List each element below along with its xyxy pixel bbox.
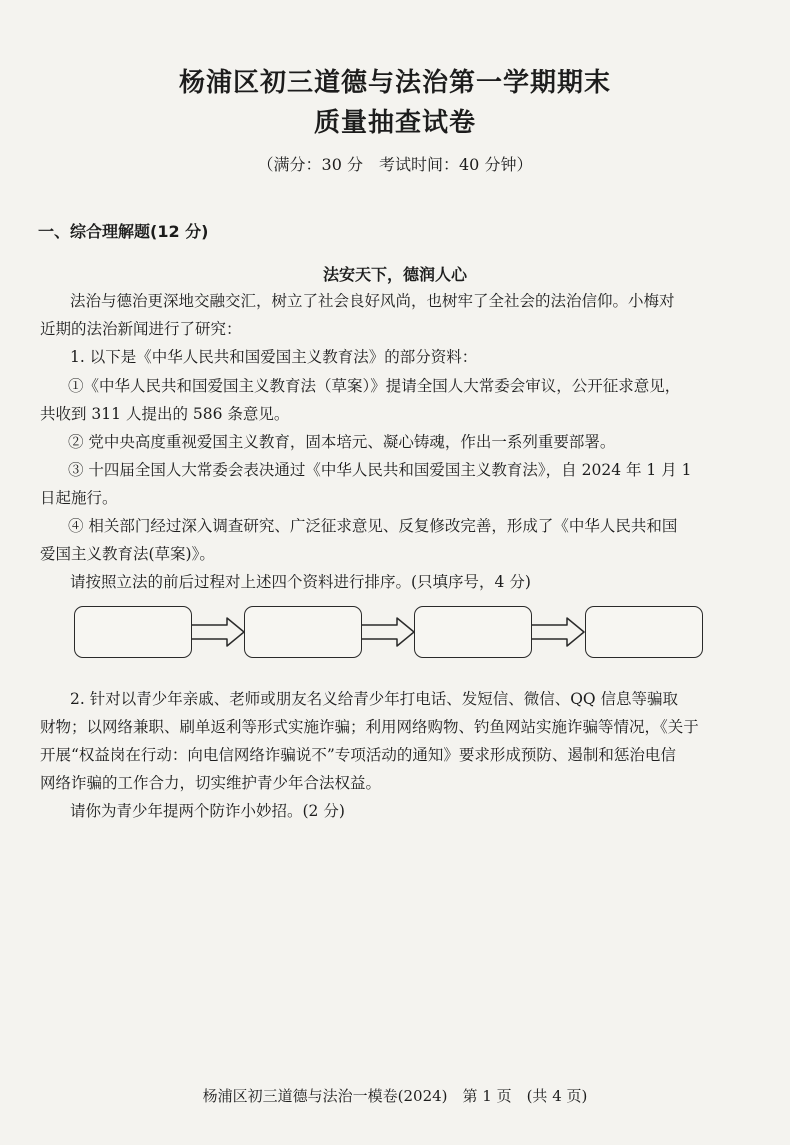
exam-title-line2: 质量抽查试卷 xyxy=(313,108,476,138)
q2-text: 网络诈骗的工作合力，切实维护青少年合法权益。 xyxy=(40,774,382,792)
q1-item-2: ② 党中央高度重视爱国主义教育，固本培元、凝心铸魂，作出一系列重要部署。 xyxy=(68,433,616,451)
q2-text: 2. 针对以青少年亲戚、老师或朋友名义给青少年打电话、发短信、微信、QQ 信息等骗取 xyxy=(70,690,679,708)
intro-line: 近期的法治新闻进行了研究： xyxy=(40,320,242,338)
q1-item-1: ①《中华人民共和国爱国主义教育法（草案）》提请全国人大常委会审议，公开征求意见， xyxy=(68,377,681,395)
section-heading: 一、综合理解题(12 分) xyxy=(38,222,209,241)
answer-box-4[interactable] xyxy=(585,606,703,658)
right-arrow-icon xyxy=(361,617,415,647)
exam-subtitle: （满分：30 分 考试时间：40 分钟） xyxy=(257,155,533,174)
answer-box-3[interactable] xyxy=(414,606,532,658)
exam-title-line1: 杨浦区初三道德与法治第一学期期末 xyxy=(178,68,611,98)
right-arrow-icon xyxy=(531,617,585,647)
q1-item-1-cont: 共收到 311 人提出的 586 条意见。 xyxy=(40,405,290,423)
page-footer: 杨浦区初三道德与法治一模卷(2024) 第 1 页 (共 4 页) xyxy=(202,1087,588,1105)
q1-item-3-cont: 日起施行。 xyxy=(40,489,118,507)
answer-box-1[interactable] xyxy=(74,606,192,658)
q1-item-4: ④ 相关部门经过深入调查研究、广泛征求意见、反复修改完善，形成了《中华人民共和国 xyxy=(68,517,678,535)
answer-box-2[interactable] xyxy=(244,606,362,658)
q1-stem: 1. 以下是《中华人民共和国爱国主义教育法》的部分资料： xyxy=(70,348,478,366)
q1-item-3: ③ 十四届全国人大常委会表决通过《中华人民共和国爱国主义教育法》，自 2024 年 1 月 1 xyxy=(68,461,692,479)
q1-instruction: 请按照立法的前后过程对上述四个资料进行排序。(只填序号，4 分) xyxy=(70,573,531,591)
ordering-flow xyxy=(74,606,706,662)
q1-item-4-cont: 爱国主义教育法(草案)》。 xyxy=(40,545,215,563)
right-arrow-icon xyxy=(191,617,245,647)
q2-text: 财物；以网络兼职、刷单返利等形式实施诈骗；利用网络购物、钓鱼网站实施诈骗等情况，《关于 xyxy=(40,718,699,736)
q2-instruction: 请你为青少年提两个防诈小妙招。(2 分) xyxy=(70,802,345,820)
intro-line: 法治与德治更深地交融交汇，树立了社会良好风尚，也树牢了全社会的法治信仰。小梅对 xyxy=(70,292,675,310)
q2-text: 开展“权益岗在行动：向电信网络诈骗说不”专项活动的通知》要求形成预防、遏制和惩治电信 xyxy=(40,746,676,764)
topic-title: 法安天下，德润人心 xyxy=(322,265,467,284)
